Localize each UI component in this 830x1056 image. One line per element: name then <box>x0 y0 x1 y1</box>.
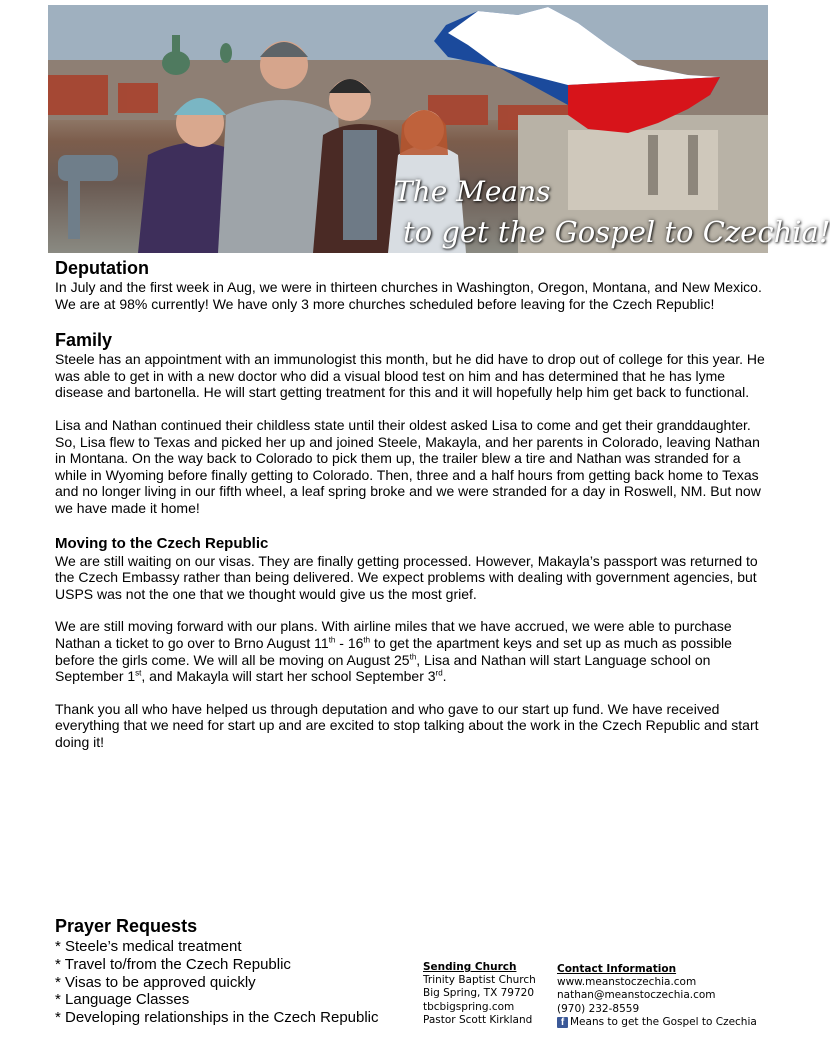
prayer-item: * Language Classes <box>55 991 190 1009</box>
prayer-list <box>55 938 415 1027</box>
church-pastor: Pastor Scott Kirkland <box>423 1013 533 1026</box>
facebook-page-name: Means to get the Gospel to Czechia <box>570 1015 757 1028</box>
deputation-text: In July and the first week in Aug, we were in thirteen churches in Washington, Oregon, Montana, and New Mexico. We are at 98% currently! We have only 3 more churches scheduled before leaving for the Czech Republic! <box>55 279 762 312</box>
moving-p2-part-f: . <box>442 668 447 685</box>
moving-p2-part-e: , and Makayla will start her school September 3 <box>141 668 436 685</box>
sending-church-heading: Sending Church <box>423 961 517 973</box>
moving-p2-part-c: to get the apartment keys and set up as much as possible before the girls come. We will all be moving on August 25 <box>55 634 732 668</box>
prayer-item: * Travel to/from the Czech Republic <box>55 955 291 973</box>
moving-paragraph-2 <box>55 618 765 684</box>
moving-heading: Moving to the Czech Republic <box>55 534 269 552</box>
banner-tagline-line2: to get the Gospel to Czechia! <box>403 215 830 249</box>
header-banner-photo <box>48 5 830 253</box>
moving-p2-sup5: rd <box>435 668 443 678</box>
prayer-heading: Prayer Requests <box>55 916 198 936</box>
moving-p2-part-b: - 16 <box>335 634 364 651</box>
moving-p2-part-d: , Lisa and Nathan will start Language school on September 1 <box>55 651 711 685</box>
facebook-link[interactable] <box>557 1016 782 1029</box>
contact-email-link[interactable]: nathan@meanstoczechia.com <box>557 989 716 1002</box>
contact-phone: (970) 232-8559 <box>557 1002 640 1015</box>
moving-p2-sup2: th <box>363 635 371 645</box>
family-paragraph-2: Lisa and Nathan continued their childless state until their oldest asked Lisa to come and get their granddaughter. So, Lisa flew to Texas and picked her up and joined Steele, Makayla, and her parents in Colorado, leaving Nathan in Montana. On the way back to Colorado to pick them up, the trailer blew a tire and Nathan was stranded for a while in Wyoming before finally getting to Colorado. Then, three and a half hours from getting back home to Texas and no longer living in our fifth wheel, a leaf spring broke and we were stranded for a day in Roswell, NM. But now we have made it home! <box>55 416 761 516</box>
sending-church-block <box>423 961 553 1027</box>
family-paragraph-1: Steele has an appointment with an immunologist this month, but he did have to drop out of college for this year. He was able to get in with a new doctor who did a visual blood test on him and has determined that he has lyme disease and bartonella. He will start getting treatment for this and it will hopefully help him get back to functional. <box>55 351 765 401</box>
moving-p2-part-a: We are still moving forward with our plans. With airline miles that we have accrued, we were able to purchase Nathan a ticket to go over to Brno August 11 <box>55 618 732 651</box>
prayer-item: * Visas to be approved quickly <box>55 973 256 991</box>
moving-paragraph-1: We are still waiting on our visas. They are finally getting processed. However, Makayla’s passport was returned to the Czech Embassy rather than being delivered. We expect problems with dealing with government agencies, but USPS was not the one that we thought would give us the most grief. <box>55 552 758 602</box>
moving-p2-sup3: th <box>409 651 417 661</box>
church-city: Big Spring, TX 79720 <box>423 987 535 1000</box>
church-website-link[interactable]: tbcbigspring.com <box>423 1000 515 1013</box>
moving-paragraph-3: Thank you all who have helped us through deputation and who gave to our start up fund. We have received everything that we need for start up and are excited to stop talking about the work in the Czech Republic and start doing it! <box>55 700 759 750</box>
deputation-heading: Deputation <box>55 258 149 278</box>
contact-website-link[interactable]: www.meanstoczechia.com <box>557 976 697 989</box>
facebook-icon: f <box>557 1017 568 1028</box>
prayer-requests <box>55 916 415 1027</box>
prayer-item: * Developing relationships in the Czech Republic <box>55 1009 379 1027</box>
contact-heading: Contact Information <box>557 963 677 975</box>
church-name: Trinity Baptist Church <box>423 974 536 987</box>
prayer-item: * Steele’s medical treatment <box>55 938 242 955</box>
newsletter-body <box>55 258 765 750</box>
family-heading: Family <box>55 330 113 351</box>
moving-p2-sup1: th <box>328 635 336 645</box>
contact-information-block <box>557 963 782 1029</box>
banner-tagline-line1: The Means <box>394 175 551 208</box>
moving-p2-sup4: st <box>135 668 142 678</box>
